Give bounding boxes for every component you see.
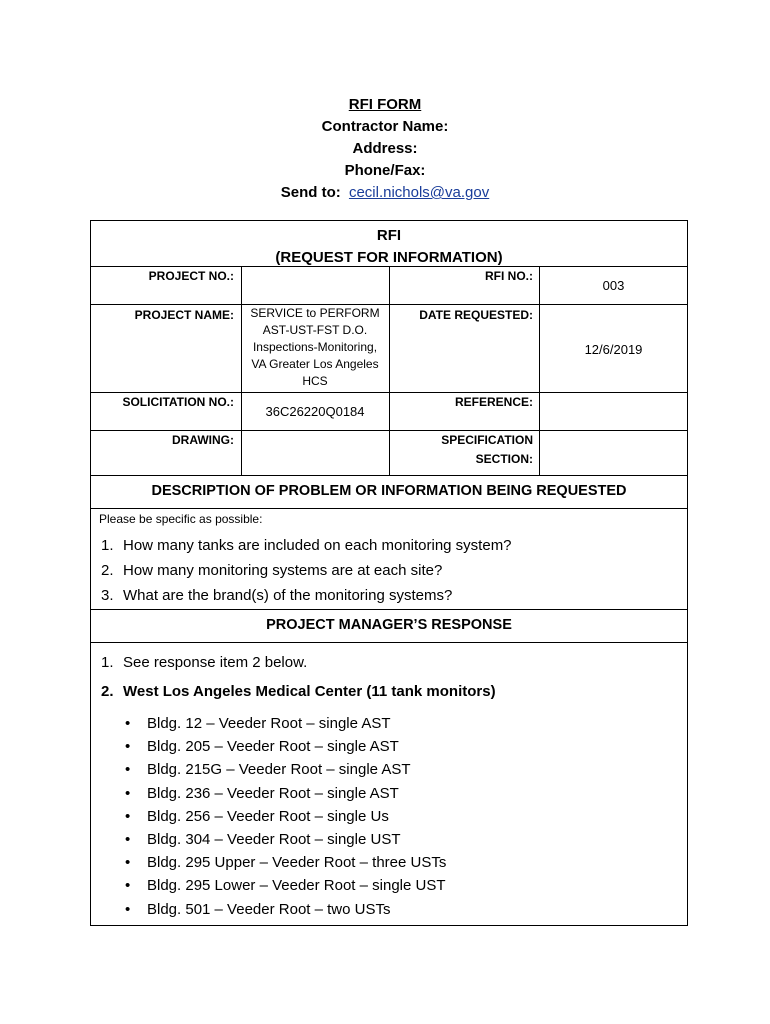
building-entry: Bldg. 236 – Veeder Root – single AST (147, 784, 399, 802)
response-number: 1. (101, 654, 114, 671)
list-item (125, 735, 446, 758)
question-text: What are the brand(s) of the monitoring systems? (123, 587, 453, 604)
list-item (125, 712, 446, 735)
description-hint: Please be specific as possible: (99, 512, 263, 526)
list-item (125, 758, 446, 781)
building-entry: Bldg. 215G – Veeder Root – single AST (147, 761, 411, 779)
response-heading: PROJECT MANAGER’S RESPONSE (266, 617, 512, 633)
response-item-2 (101, 681, 496, 703)
send-to-label: Send to: (280, 184, 341, 201)
row-divider (91, 609, 687, 610)
rfi-title-line2: (REQUEST FOR INFORMATION) (275, 249, 503, 266)
bullet-icon: • (125, 738, 131, 756)
address-label: Address: (352, 140, 418, 157)
project-name-line: Inspections-Monitoring, (252, 340, 378, 354)
response-text: See response item 2 below. (123, 654, 308, 671)
contractor-name-label: Contractor Name: (321, 118, 449, 135)
building-entry: Bldg. 12 – Veeder Root – single AST (147, 715, 391, 732)
project-name-line: SERVICE to PERFORM (250, 306, 380, 320)
list-item (125, 898, 446, 921)
list-item (125, 805, 446, 828)
bullet-icon: • (125, 807, 131, 825)
rfi-no-label: RFI NO.: (485, 269, 533, 283)
project-name-line: VA Greater Los Angeles (251, 357, 379, 371)
send-to-line (0, 182, 770, 204)
project-name-value[interactable] (242, 305, 388, 390)
phone-fax-label: Phone/Fax: (344, 162, 426, 179)
specification-label-line2: SECTION: (475, 452, 533, 466)
reference-label: REFERENCE: (454, 395, 533, 409)
row-divider (91, 508, 687, 509)
question-number: 3. (101, 587, 114, 604)
bullet-icon: • (125, 900, 131, 918)
bullet-icon: • (125, 877, 131, 895)
column-divider (539, 266, 540, 475)
bullet-icon: • (125, 854, 131, 872)
rfi-form-table (90, 220, 688, 926)
form-title: RFI FORM (348, 96, 422, 113)
project-no-label: PROJECT NO.: (148, 269, 234, 283)
question-list (101, 533, 512, 608)
date-requested-value[interactable]: 12/6/2019 (584, 342, 643, 357)
bullet-icon: • (125, 831, 131, 849)
building-entry: Bldg. 295 Lower – Veeder Root – single UST (147, 877, 446, 895)
project-name-label: PROJECT NAME: (134, 308, 234, 322)
question-number: 1. (101, 537, 114, 554)
description-heading: DESCRIPTION OF PROBLEM OR INFORMATION BEING REQUESTED (151, 483, 627, 499)
building-entry: Bldg. 295 Upper – Veeder Root – three USTs (147, 854, 447, 872)
response-number: 2. (101, 683, 114, 700)
row-divider (91, 642, 687, 643)
solicitation-no-label: SOLICITATION NO.: (122, 395, 234, 409)
list-item (125, 851, 446, 874)
question-number: 2. (101, 562, 114, 579)
project-name-line: HCS (302, 374, 328, 388)
specification-section-label (390, 431, 533, 469)
list-item (101, 558, 512, 583)
list-item (101, 533, 512, 558)
list-item (125, 828, 446, 851)
bullet-icon: • (125, 784, 131, 802)
list-item (125, 874, 446, 897)
send-to-email-link[interactable]: cecil.nichols@va.gov (348, 184, 490, 201)
building-entry: Bldg. 205 – Veeder Root – single AST (147, 738, 399, 756)
response-text: West Los Angeles Medical Center (11 tank monitors) (123, 683, 496, 700)
building-entry: Bldg. 501 – Veeder Root – two USTs (147, 900, 391, 918)
specification-label-line1: SPECIFICATION (441, 433, 533, 447)
drawing-label: DRAWING: (172, 433, 234, 447)
list-item (125, 782, 446, 805)
question-text: How many tanks are included on each monitoring system? (123, 537, 512, 554)
rfi-title-line1: RFI (376, 227, 402, 244)
rfi-title (91, 225, 687, 269)
rfi-no-value[interactable]: 003 (602, 278, 625, 293)
project-name-line: AST-UST-FST D.O. (262, 323, 368, 337)
question-text: How many monitoring systems are at each site? (123, 562, 443, 579)
bullet-icon: • (125, 715, 131, 732)
row-divider (91, 475, 687, 476)
building-monitor-list (125, 712, 446, 921)
form-header (0, 94, 770, 204)
response-item-1 (101, 652, 307, 674)
solicitation-no-value[interactable]: 36C26220Q0184 (265, 404, 365, 419)
building-entry: Bldg. 304 – Veeder Root – single UST (147, 831, 401, 849)
list-item (101, 583, 512, 608)
bullet-icon: • (125, 761, 131, 779)
building-entry: Bldg. 256 – Veeder Root – single Us (147, 807, 389, 825)
date-requested-label: DATE REQUESTED: (419, 308, 533, 322)
